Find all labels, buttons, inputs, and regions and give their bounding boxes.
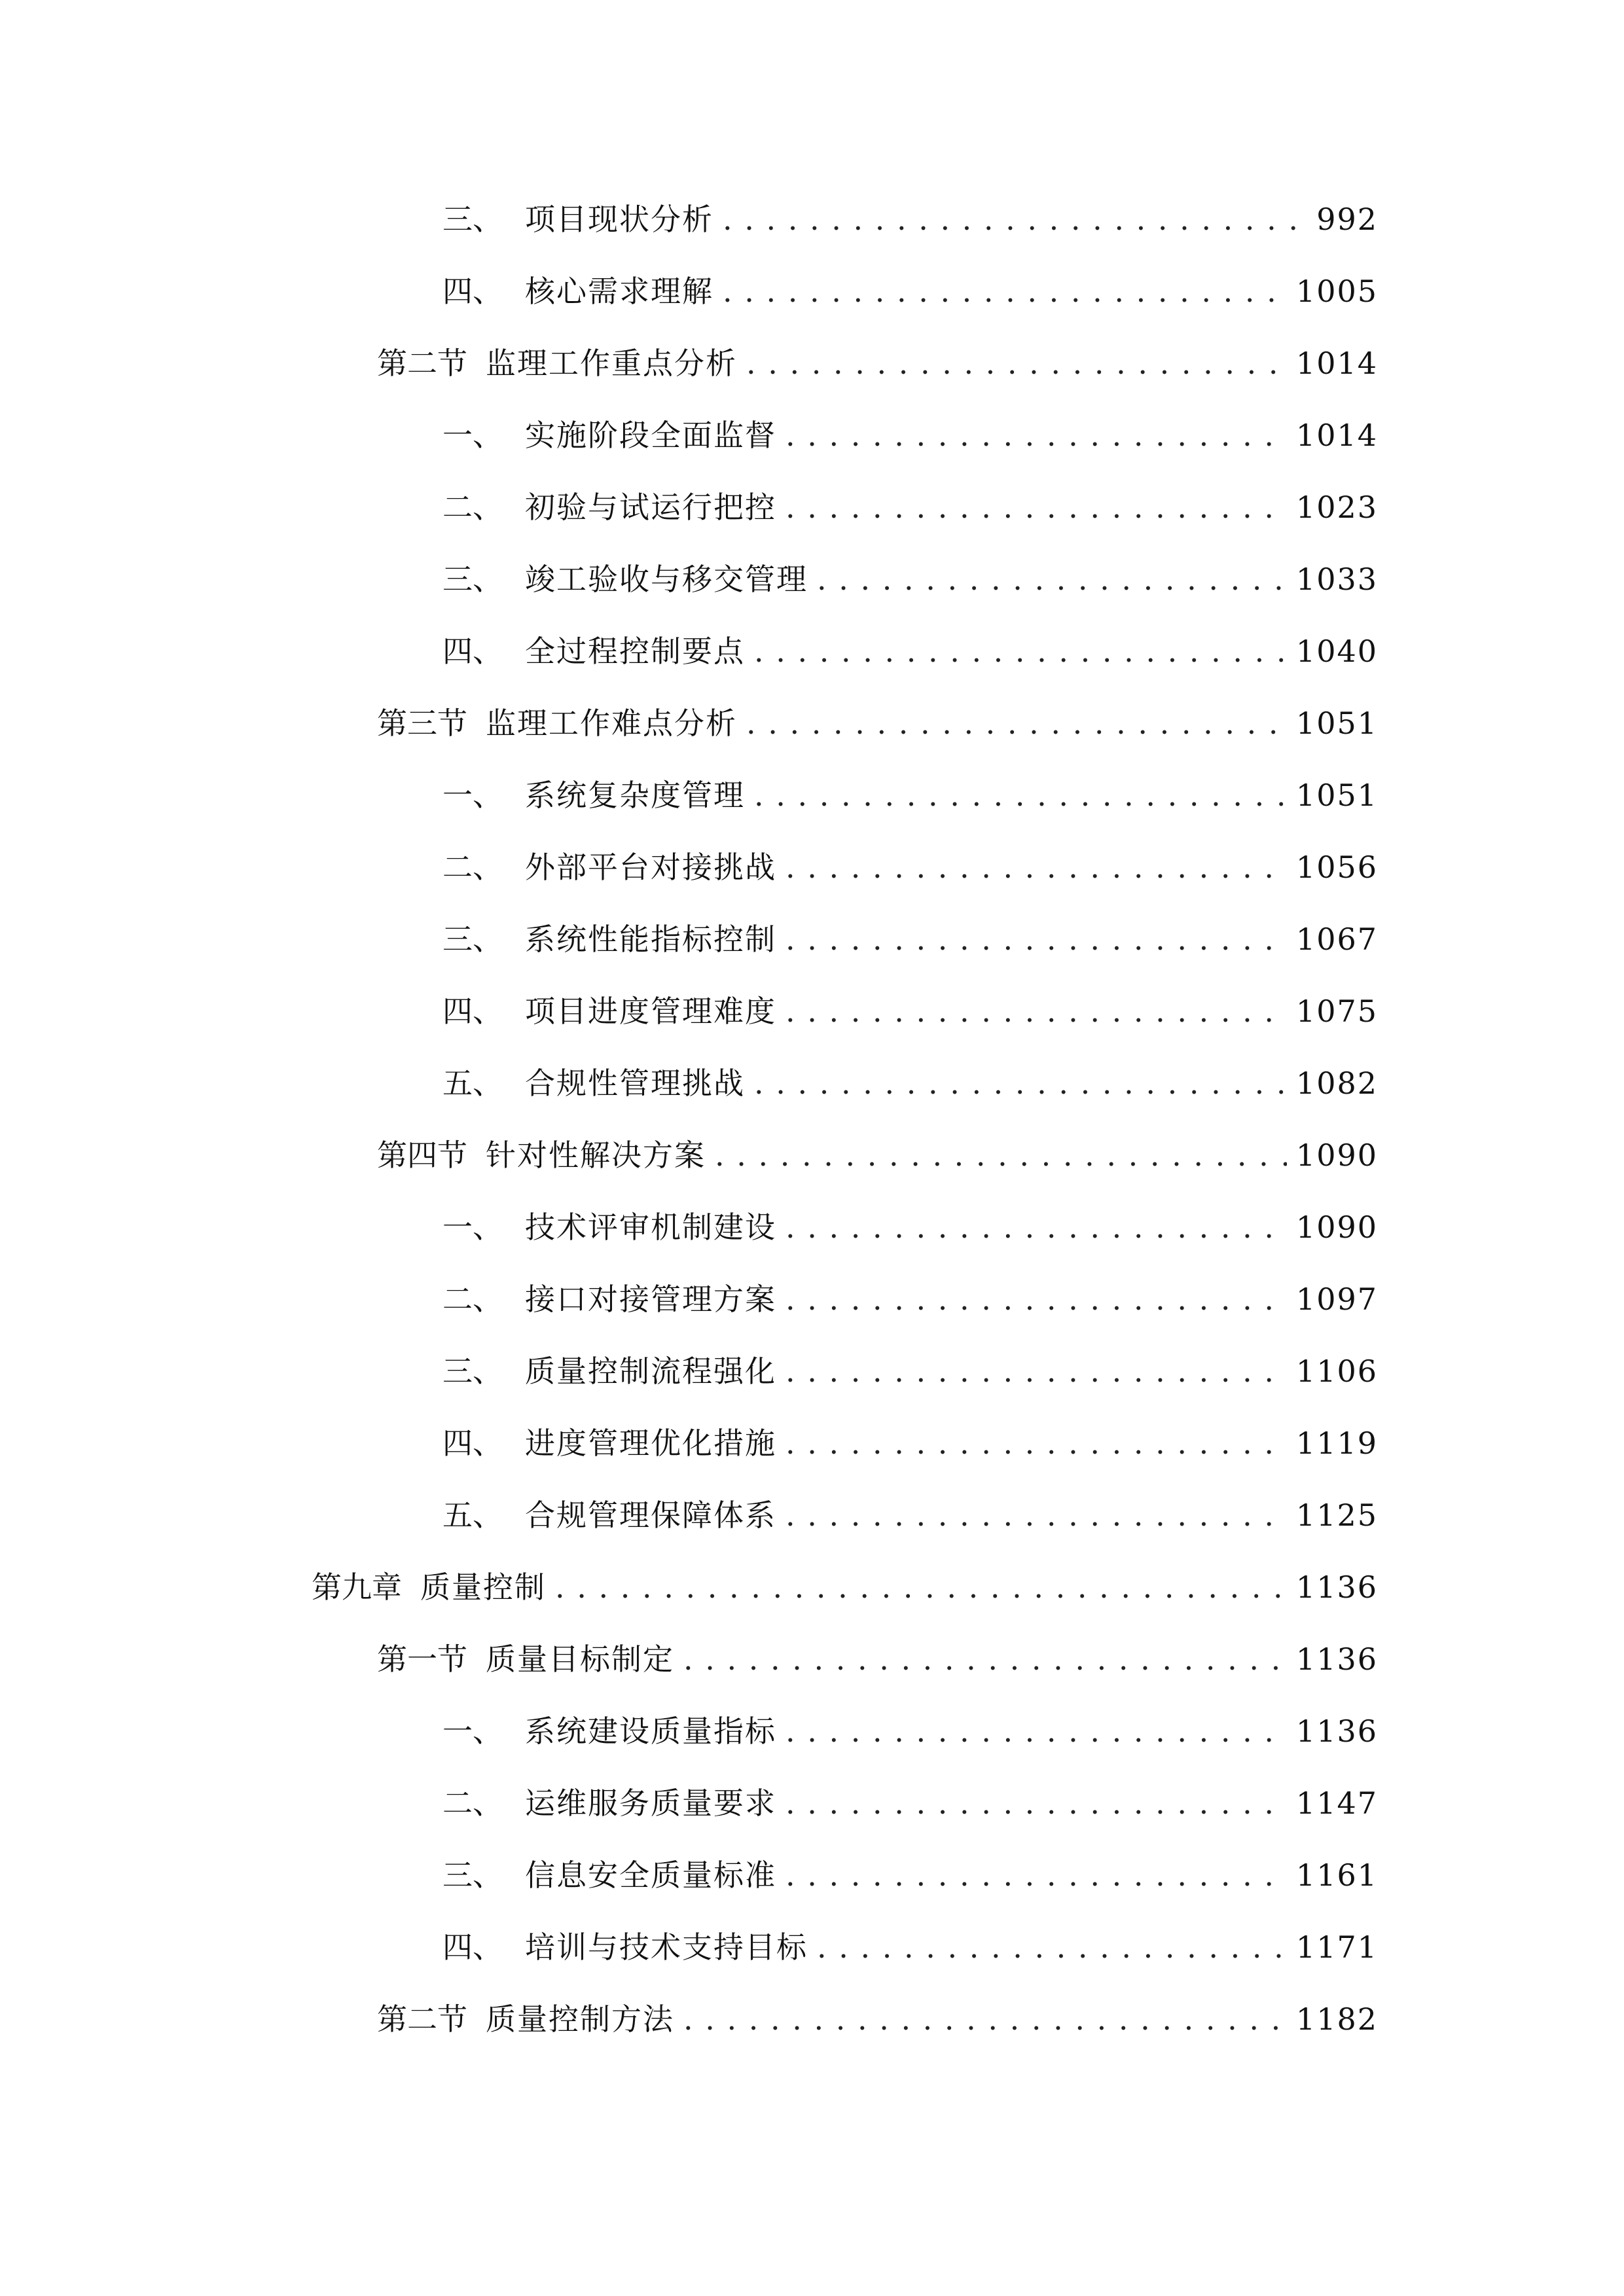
toc-dot-leader <box>754 1060 1287 1106</box>
toc-entry-title: 核心需求理解 <box>525 274 713 309</box>
toc-entry-title: 初验与试运行把控 <box>525 490 776 525</box>
toc-entry-number: 一、 <box>442 1713 503 1749</box>
toc-entry-number: 第一节 <box>377 1641 467 1677</box>
toc-entry-number: 三、 <box>442 1857 503 1893</box>
toc-entry[interactable] <box>377 700 1378 746</box>
toc-dot-leader <box>817 556 1287 602</box>
toc-entry[interactable] <box>442 1348 1378 1394</box>
toc-entry-number: 一、 <box>442 1210 503 1245</box>
toc-entry-number: 三、 <box>442 922 503 957</box>
toc-dot-leader <box>723 268 1287 314</box>
toc-dot-leader <box>555 1564 1287 1610</box>
toc-entry-number: 第二节 <box>377 2001 467 2037</box>
toc-entry-page: 1075 <box>1295 994 1378 1029</box>
toc-entry[interactable] <box>442 1276 1378 1322</box>
toc-entry-title: 技术评审机制建设 <box>525 1210 776 1245</box>
toc-entry-page: 1182 <box>1295 2001 1378 2037</box>
toc-dot-leader <box>785 1204 1287 1250</box>
toc-entry-number: 二、 <box>442 490 503 525</box>
toc-entry-title: 信息安全质量标准 <box>525 1857 776 1893</box>
toc-entry-page: 1033 <box>1295 562 1378 597</box>
toc-entry-title: 外部平台对接挑战 <box>525 850 776 885</box>
toc-entry[interactable] <box>442 1852 1378 1898</box>
toc-entry-number: 二、 <box>442 1282 503 1317</box>
toc-entry-title: 项目进度管理难度 <box>525 994 776 1029</box>
toc-entry[interactable] <box>442 268 1378 314</box>
toc-entry-number: 四、 <box>442 994 503 1029</box>
toc-entry-title: 培训与技术支持目标 <box>525 1929 808 1965</box>
toc-dot-leader <box>754 628 1287 674</box>
toc-entry-page: 1125 <box>1295 1498 1378 1533</box>
toc-entry-title: 进度管理优化措施 <box>525 1426 776 1461</box>
toc-entry-number: 三、 <box>442 1354 503 1389</box>
toc-dot-leader <box>683 1636 1287 1682</box>
toc-entry-page: 1119 <box>1295 1426 1378 1461</box>
toc-entry-page: 992 <box>1316 202 1378 237</box>
toc-entry-title: 监理工作重点分析 <box>486 346 737 381</box>
toc-entry-page: 1014 <box>1295 346 1378 381</box>
toc-dot-leader <box>754 772 1287 818</box>
toc-entry[interactable] <box>442 1492 1378 1538</box>
toc-entry-number: 二、 <box>442 1785 503 1821</box>
toc-entry-title: 质量控制 <box>420 1570 546 1605</box>
toc-dot-leader <box>785 1708 1287 1754</box>
toc-entry[interactable] <box>442 628 1378 674</box>
toc-entry-page: 1082 <box>1295 1066 1378 1101</box>
toc-entry-title: 竣工验收与移交管理 <box>525 562 808 597</box>
toc-entry-page: 1051 <box>1295 706 1378 741</box>
toc-entry-number: 三、 <box>442 202 503 237</box>
toc-entry-number: 四、 <box>442 274 503 309</box>
toc-entry-number: 一、 <box>442 418 503 453</box>
toc-entry-title: 针对性解决方案 <box>486 1138 706 1173</box>
toc-entry-page: 1051 <box>1295 778 1378 813</box>
toc-entry-page: 1106 <box>1295 1354 1378 1389</box>
toc-dot-leader <box>746 340 1287 386</box>
toc-entry-title: 系统建设质量指标 <box>525 1713 776 1749</box>
toc-entry[interactable] <box>442 1924 1378 1970</box>
toc-entry[interactable] <box>442 1204 1378 1250</box>
toc-dot-leader <box>785 1852 1287 1898</box>
toc-entry-page: 1136 <box>1295 1713 1378 1749</box>
toc-entry[interactable] <box>442 412 1378 458</box>
toc-entry-number: 第四节 <box>377 1138 467 1173</box>
toc-dot-leader <box>785 844 1287 890</box>
toc-entry-page: 1005 <box>1295 274 1378 309</box>
toc-entry-title: 项目现状分析 <box>525 202 713 237</box>
toc-entry-title: 全过程控制要点 <box>525 634 745 669</box>
toc-entry-title: 合规性管理挑战 <box>525 1066 745 1101</box>
toc-entry[interactable] <box>442 988 1378 1034</box>
toc-entry[interactable] <box>442 916 1378 962</box>
toc-entry-number: 第三节 <box>377 706 467 741</box>
toc-dot-leader <box>785 1348 1287 1394</box>
toc-entry[interactable] <box>442 844 1378 890</box>
toc-entry-page: 1040 <box>1295 634 1378 669</box>
toc-entry[interactable] <box>442 772 1378 818</box>
toc-entry-number: 五、 <box>442 1066 503 1101</box>
toc-dot-leader <box>785 988 1287 1034</box>
toc-entry[interactable] <box>377 340 1378 386</box>
toc-entry-number: 一、 <box>442 778 503 813</box>
toc-dot-leader <box>785 1276 1287 1322</box>
toc-entry-page: 1136 <box>1295 1641 1378 1677</box>
toc-entry-title: 质量目标制定 <box>486 1641 674 1677</box>
toc-entry-page: 1097 <box>1295 1282 1378 1317</box>
toc-entry-page: 1067 <box>1295 922 1378 957</box>
toc-dot-leader <box>785 1780 1287 1826</box>
toc-entry-title: 质量控制方法 <box>486 2001 674 2037</box>
toc-entry-title: 质量控制流程强化 <box>525 1354 776 1389</box>
toc-entry-title: 运维服务质量要求 <box>525 1785 776 1821</box>
toc-entry[interactable] <box>377 1132 1378 1178</box>
toc-entry[interactable] <box>442 1420 1378 1466</box>
toc-entry-number: 四、 <box>442 1929 503 1965</box>
toc-dot-leader <box>785 484 1287 530</box>
toc-entry-number: 四、 <box>442 634 503 669</box>
toc-entry-title: 接口对接管理方案 <box>525 1282 776 1317</box>
toc-entry-number: 三、 <box>442 562 503 597</box>
toc-entry-number: 第九章 <box>312 1570 402 1605</box>
toc-entry[interactable] <box>377 1636 1378 1682</box>
toc-entry-number: 二、 <box>442 850 503 885</box>
toc-dot-leader <box>723 196 1307 242</box>
toc-entry-page: 1136 <box>1295 1570 1378 1605</box>
toc-entry-number: 五、 <box>442 1498 503 1533</box>
toc-entry[interactable] <box>442 1708 1378 1754</box>
toc-entry[interactable] <box>442 1060 1378 1106</box>
toc-dot-leader <box>785 412 1287 458</box>
toc-entry[interactable] <box>377 1996 1378 2042</box>
toc-entry-title: 系统复杂度管理 <box>525 778 745 813</box>
toc-entry-page: 1014 <box>1295 418 1378 453</box>
toc-dot-leader <box>715 1132 1287 1178</box>
toc-entry-title: 监理工作难点分析 <box>486 706 737 741</box>
toc-entry-page: 1171 <box>1295 1929 1378 1965</box>
toc-dot-leader <box>785 916 1287 962</box>
toc-entry[interactable] <box>442 1780 1378 1826</box>
toc-entry-title: 合规管理保障体系 <box>525 1498 776 1533</box>
toc-entry-page: 1161 <box>1295 1857 1378 1893</box>
toc-entry-page: 1090 <box>1295 1138 1378 1173</box>
toc-dot-leader <box>746 700 1287 746</box>
toc-dot-leader <box>683 1996 1287 2042</box>
toc-entry[interactable] <box>442 556 1378 602</box>
toc-entry-number: 第二节 <box>377 346 467 381</box>
toc-entry-number: 四、 <box>442 1426 503 1461</box>
toc-dot-leader <box>817 1924 1287 1970</box>
toc-entry-page: 1147 <box>1295 1785 1378 1821</box>
toc-entry-page: 1056 <box>1295 850 1378 885</box>
toc-dot-leader <box>785 1420 1287 1466</box>
toc-dot-leader <box>785 1492 1287 1538</box>
toc-entry-title: 系统性能指标控制 <box>525 922 776 957</box>
toc-entry-title: 实施阶段全面监督 <box>525 418 776 453</box>
toc-entry[interactable] <box>442 196 1378 242</box>
toc-entry-page: 1023 <box>1295 490 1378 525</box>
toc-entry[interactable] <box>442 484 1378 530</box>
toc-entry[interactable] <box>312 1564 1378 1610</box>
toc-entry-page: 1090 <box>1295 1210 1378 1245</box>
